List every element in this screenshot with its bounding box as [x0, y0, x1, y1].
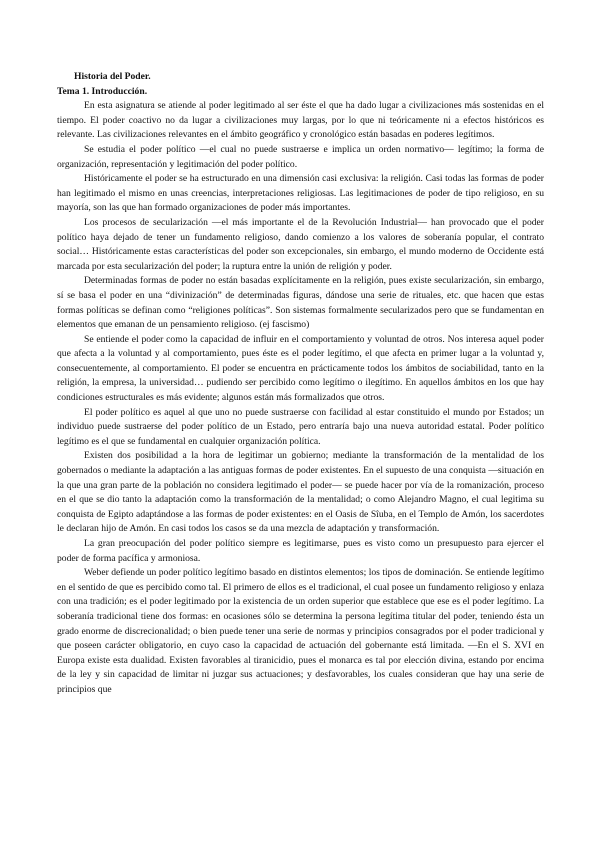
body-paragraph: Los procesos de secularización —el más importante el de la Revolución Industrial— han provocado que el poder político haya dejado de tener un fundamento religioso, dando comienzo a los valores de soberanía popular, el contrato social… Históricamente estas características del poder son excepcionales, sin embargo, el mundo moderno de Occidente está marcada por esta secularización del poder; la ruptura entre la unión de religión y poder. — [57, 216, 544, 272]
body-paragraph: La gran preocupación del poder político siempre es legitimarse, pues es visto como un presupuesto para ejercer el poder de forma pacífica y armoniosa. — [57, 538, 544, 564]
body-paragraph: El poder político es aquel al que uno no puede sustraerse con facilidad al estar constituido el mundo por Estados; un individuo puede sustraerse del poder político de un Estado, pero entraría bajo una nueva autoridad estatal. Poder político legítimo es el que se fundamental en cualquier organización política. — [57, 406, 544, 447]
body-paragraph: Existen dos posibilidad a la hora de legitimar un gobierno; mediante la transformación de la mentalidad de los gobernados o mediante la adaptación a las antiguas formas de poder existentes. En el supuesto de una conquista —situación en la que una gran parte de la población no considera legitimado el poder— se puede hacer por vía de la romanización, proceso en el que se dio tanto la adaptación como la transformación de la mentalidad; o como Alejandro Magno, el cual legitima su conquista de Egipto adaptándose a las formas de poder existentes: en el Oasis de Sîuba, en el Templo de Amón, los sacerdotes le declaran hijo de Amón. En casi todos los casos se da una mezcla de adaptación y transformación. — [57, 450, 545, 535]
body-paragraph: En esta asignatura se atiende al poder legitimado al ser éste el que ha dado lugar a civilizaciones más sostenidas en el tiempo. El poder coactivo no da lugar a civilizaciones muy largas, por lo que ni teóricamente ni a efectos históricos es relevante. Las civilizaciones relevantes en el ámbito geográfico y cronológico están basadas en poderes legítimos. — [57, 100, 544, 141]
document-title: Historia del Poder. — [74, 71, 151, 82]
body-paragraph: Se estudia el poder político —el cual no puede sustraerse e implica un orden normativo— legítimo; la forma de organización, representación y legitimación del poder político. — [57, 143, 544, 170]
body-paragraph: Históricamente el poder se ha estructurado en una dimensión casi exclusiva: la religión. Casi todas las formas de poder han legitimado el mismo en unas creencias, interpretaciones religiosas. Las legitimaciones de poder de tipo religioso, en su mayoría, son las que han formado organizaciones de poder más importantes. — [57, 173, 544, 214]
body-paragraph: Determinadas formas de poder no están basadas explícitamente en la religión, pues existe secularización, sin embargo, sí se basa el poder en una “divinización” de determinadas figuras, dándose una serie de rituales, etc. que hacen que estas formas políticas se definan como “religiones políticas”. Son sistemas formalmente secularizados pero que se fundamentan en elementos que emanan de un pensamiento religioso. (ej fascismo) — [57, 275, 544, 331]
body-paragraph: Se entiende el poder como la capacidad de influir en el comportamiento y voluntad de otros. Nos interesa aquel poder que afecta a la voluntad y al comportamiento, pues éste es el poder legítimo, el que afecta en primer lugar a la voluntad y, consecuentemente, al comportamiento. El poder se encuentra en prácticamente todos los ámbitos de sociabilidad, tanto en la religión, la empresa, la universidad… pudiendo ser percibido como legítimo o ilegítimo. En aquellos ámbitos en los que hay condiciones estructurales es más evidente; algunos están más formalizados que otros. — [57, 333, 544, 404]
body-paragraph: Weber defiende un poder político legítimo basado en distintos elementos; los tipos de dominación. Se entiende legítimo en el sentido de que es percibido como tal. El primero de ellos es el tradicional, el cual posee un fundamento religioso y enlaza con una tradición; es el poder legitimado por la existencia de un orden superior que establece que ese es el poder legítimo. La soberanía tradicional tiene dos formas: en ocasiones sólo se determina la persona legítima titular del poder, teniendo ésta un grado enorme de discrecionalidad; o bien puede tener una serie de normas y principios consagrados por el poder tradicional y que poseen carácter obligatorio, en cuyo caso la capacidad de actuación del gobernante está limitada. —En el S. XVI en Europa existe esta dualidad. Existen favorables al tiranicidio, pues el monarca es tal por elección divina, estando por encima de la ley y sin capacidad de limitar ni juzgar sus actuaciones; y desfavorables, los cuales consideran que hay una serie de principios que — [57, 567, 544, 695]
section-heading: Tema 1. Introducción. — [57, 85, 148, 97]
